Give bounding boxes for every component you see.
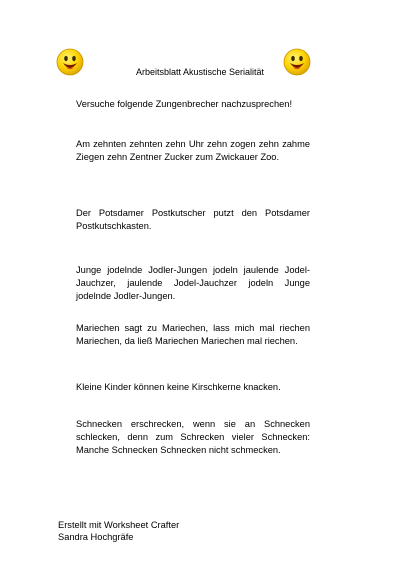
tongue-twister-2: Der Potsdamer Postkutscher putzt den Potsdamer Postkutschkasten.: [76, 208, 310, 231]
footer: [58, 519, 179, 543]
footer-author: Sandra Hochgräfe: [58, 532, 134, 542]
tongue-twister-6: Schnecken erschrecken, wenn sie an Schnecken schlecken, denn zum Schrecken vieler Schnecken: Manche Schnecken Schnecken nicht schmecken.: [76, 419, 310, 455]
tongue-twister-3: Junge jodelnde Jodler-Jungen jodeln jaulende Jodel-Jauchzer, jaulende Jodel-Jauchzer jodeln Junge jodelnde Jodler-Jungen.: [76, 265, 310, 301]
worksheet-title: Arbeitsblatt Akustische Serialität: [135, 67, 265, 77]
tongue-twister-5: Kleine Kinder können keine Kirschkerne knacken.: [76, 382, 281, 392]
footer-credit: Erstellt mit Worksheet Crafter: [58, 520, 180, 530]
tongue-twister-1: Am zehnten zehnten zehn Uhr zehn zogen zehn zahme Ziegen zehn Zentner Zucker zum Zwickauer Zoo.: [76, 139, 310, 162]
tongue-twister-4: Mariechen sagt zu Mariechen, lass mich mal riechen Mariechen, da ließ Mariechen Mariechen mal riechen.: [76, 323, 310, 346]
instruction-text: Versuche folgende Zungenbrecher nachzusprechen!: [76, 99, 293, 109]
